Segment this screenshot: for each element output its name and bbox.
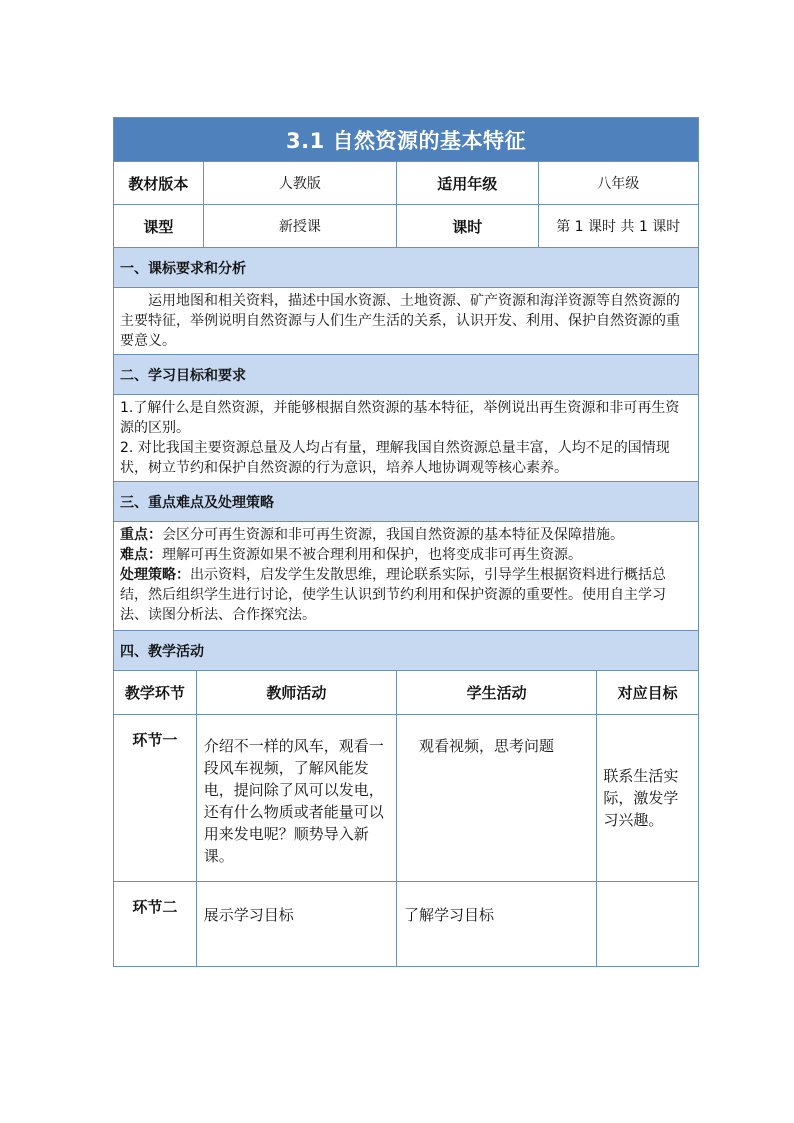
grade-label: 适用年级 — [397, 162, 539, 204]
info-row-textbook — [114, 162, 698, 205]
standards-text: 运用地图和相关资料，描述中国水资源、土地资源、矿产资源和海洋资源等自然资源的主要特征，举例说明自然资源与人们生产生活的关系，认识开发、利用、保护自然资源的重要意义。 — [120, 293, 680, 349]
goal-cell — [597, 882, 698, 966]
teacher-cell: 展示学习目标 — [197, 882, 397, 966]
info-row-type — [114, 205, 698, 248]
period-value: 第 1 课时 共 1 课时 — [556, 219, 681, 235]
student-cell: 了解学习目标 — [397, 882, 597, 966]
section-header-objectives: 二、学习目标和要求 — [114, 355, 698, 395]
period-label: 课时 — [397, 205, 539, 247]
header-stage: 教学环节 — [114, 671, 197, 714]
teacher-cell: 介绍不一样的风车，观看一段风车视频，了解风能发电，提问除了风可以发电，还有什么物质或者能量可以用来发电呢？顺势导入新课。 — [197, 715, 397, 881]
textbook-value: 人教版 — [204, 162, 397, 204]
strategy-item — [120, 565, 692, 625]
type-label: 课型 — [114, 205, 204, 247]
header-student: 学生活动 — [397, 671, 597, 714]
section-body-objectives — [114, 395, 698, 482]
stage-cell: 环节二 — [114, 882, 197, 966]
header-goal: 对应目标 — [617, 684, 678, 702]
section-header-key-points: 三、重点难点及处理策略 — [114, 482, 698, 522]
difficulty-label: 难点： — [120, 547, 162, 563]
goal-cell: 联系生活实际，激发学习兴趣。 — [603, 767, 679, 829]
key-label: 重点： — [120, 527, 162, 543]
student-cell: 观看视频，思考问题 — [397, 715, 597, 881]
difficulty-text: 理解可再生资源如果不被合理利用和保护，也将变成非可再生资源。 — [162, 547, 582, 563]
key-points-text — [114, 522, 698, 630]
title-bar — [114, 118, 698, 162]
section-header-activities: 四、教学活动 — [114, 631, 698, 671]
type-value: 新授课 — [204, 205, 397, 247]
header-teacher: 教师活动 — [197, 671, 397, 714]
strategy-label: 处理策略： — [120, 567, 190, 583]
difficulty-item — [120, 545, 692, 565]
activity-header-row — [114, 671, 698, 715]
textbook-label: 教材版本 — [114, 162, 204, 204]
objective-1: 1.了解什么是自然资源，并能够根据自然资源的基本特征，举例说出再生资源和非可再生资源的区别。 — [120, 400, 680, 436]
grade-value: 八年级 — [597, 176, 640, 192]
section-header-standards: 一、课标要求和分析 — [114, 248, 698, 288]
table-row — [114, 715, 698, 882]
lesson-plan-table — [113, 117, 699, 967]
table-row — [114, 882, 698, 966]
key-point-item — [120, 525, 692, 545]
objective-2: 2. 对比我国主要资源总量及人均占有量，理解我国自然资源总量丰富，人均不足的国情现状，树立节约和保护自然资源的行为意识，培养人地协调观等核心素养。 — [120, 440, 670, 476]
section-body-standards — [114, 288, 698, 355]
strategy-text: 出示资料，启发学生发散思维，理论联系实际，引导学生根据资料进行概括总结，然后组织学生进行讨论，使学生认识到节约利用和保护资源的重要性。使用自主学习法、读图分析法、合作探究法。 — [120, 567, 666, 623]
page-title: 3.1 自然资源的基本特征 — [285, 128, 526, 153]
section-body-key-points — [114, 522, 698, 631]
objectives-text — [114, 395, 698, 481]
key-text: 会区分可再生资源和非可再生资源，我国自然资源的基本特征及保障措施。 — [162, 527, 624, 543]
stage-cell: 环节一 — [114, 715, 197, 881]
